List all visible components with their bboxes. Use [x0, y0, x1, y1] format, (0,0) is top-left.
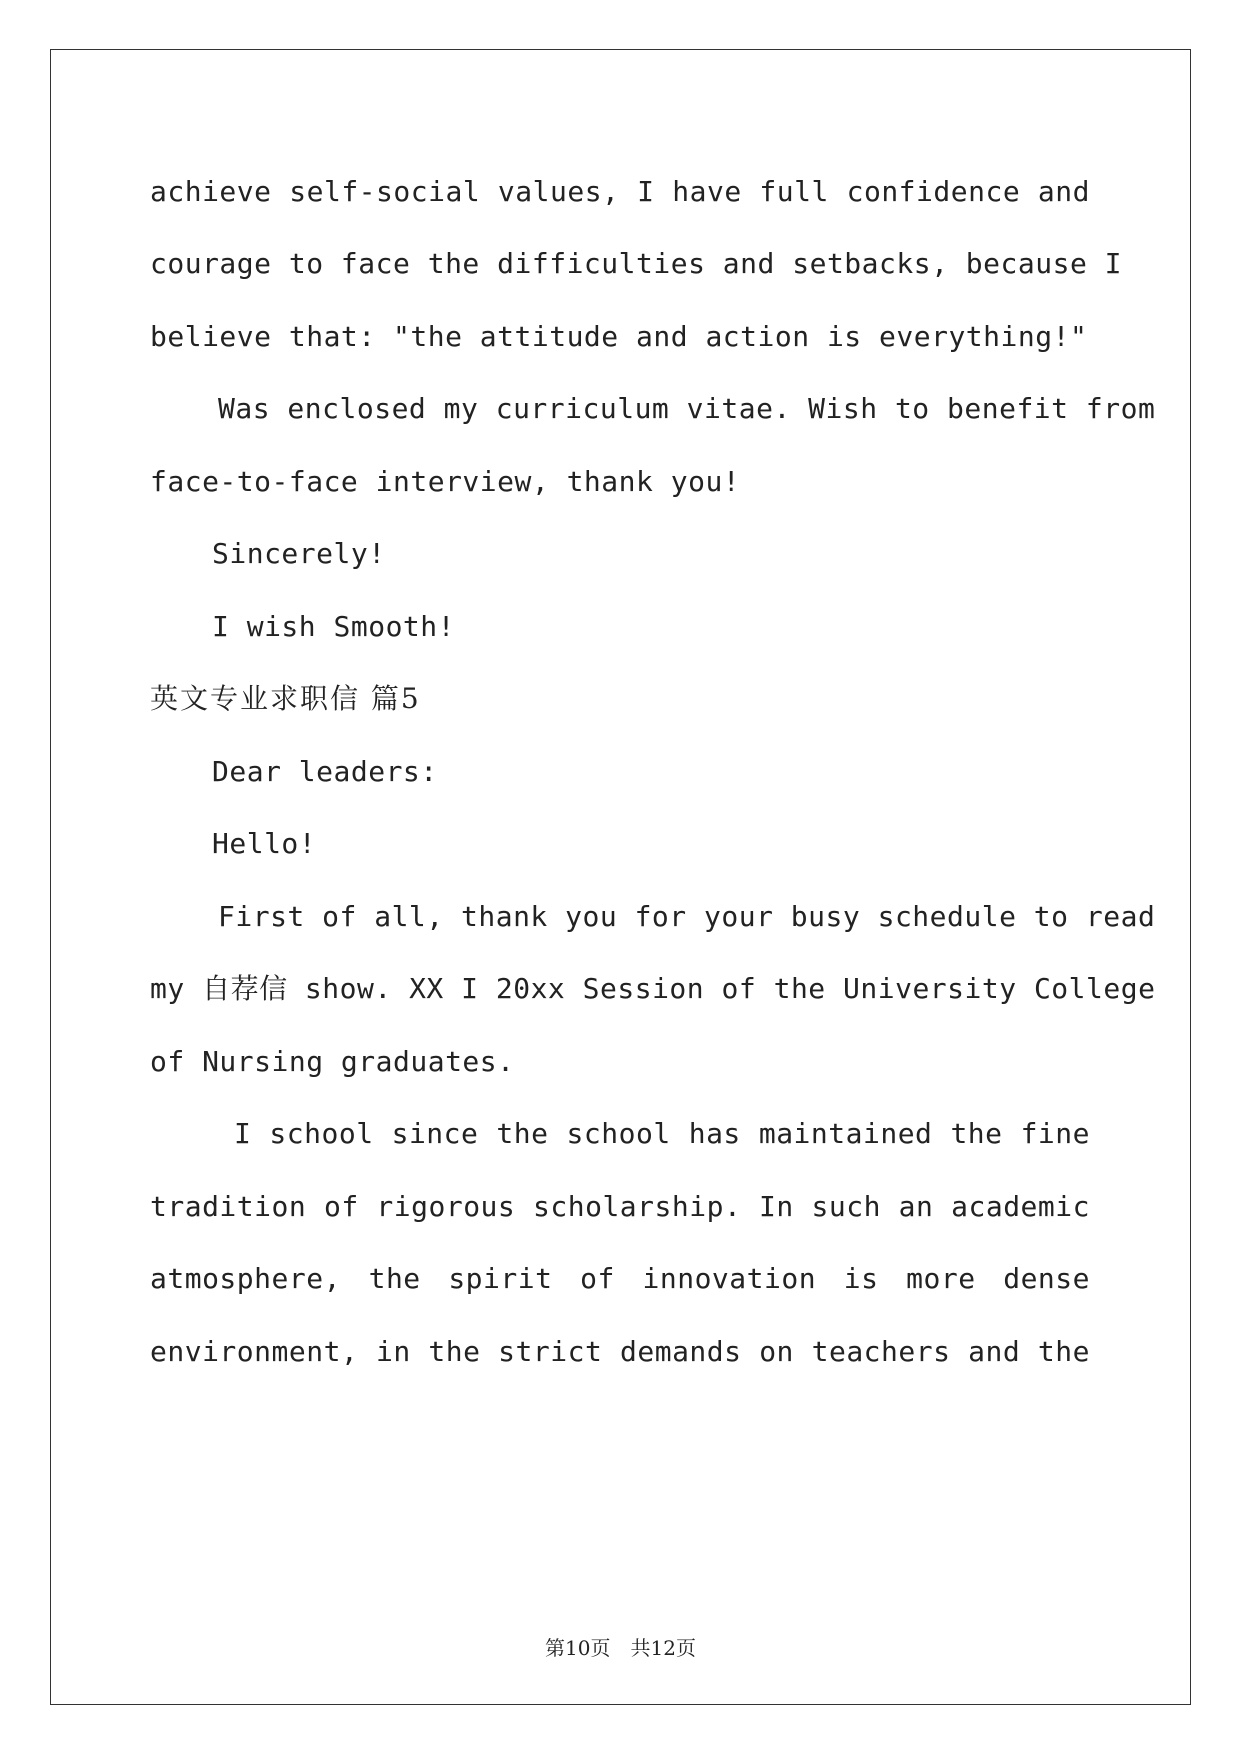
closing-line: Sincerely!: [212, 537, 386, 570]
body-line: courage to face the difficulties and setbacks, because I: [150, 247, 1123, 280]
body-line: I school since the school has maintained the fine: [234, 1117, 1090, 1150]
closing-line: I wish Smooth!: [212, 610, 456, 643]
body-line: tradition of rigorous scholarship. In such an academic: [150, 1190, 1090, 1223]
body-line: face-to-face interview, thank you!: [150, 465, 741, 498]
body-line: of Nursing graduates.: [150, 1045, 515, 1078]
body-line: believe that: "the attitude and action is everything!": [150, 320, 1088, 353]
body-line: achieve self-social values, I have full confidence and: [150, 175, 1090, 208]
body-line: atmosphere, the spirit of innovation is more dense: [150, 1262, 1090, 1295]
page-border: [50, 49, 1191, 1705]
section-heading: 英文专业求职信 篇5: [150, 682, 421, 715]
body-line: my 自荐信 show. XX I 20xx Session of the University College: [150, 972, 1156, 1005]
body-line: First of all, thank you for your busy schedule to read: [218, 900, 1156, 933]
greeting-line: Hello!: [212, 827, 317, 860]
body-line: Was enclosed my curriculum vitae. Wish to benefit from: [218, 392, 1156, 425]
salutation-line: Dear leaders:: [212, 755, 438, 788]
page-number: 第10页 共12页: [545, 1636, 696, 1660]
body-line: environment, in the strict demands on teachers and the: [150, 1335, 1090, 1368]
